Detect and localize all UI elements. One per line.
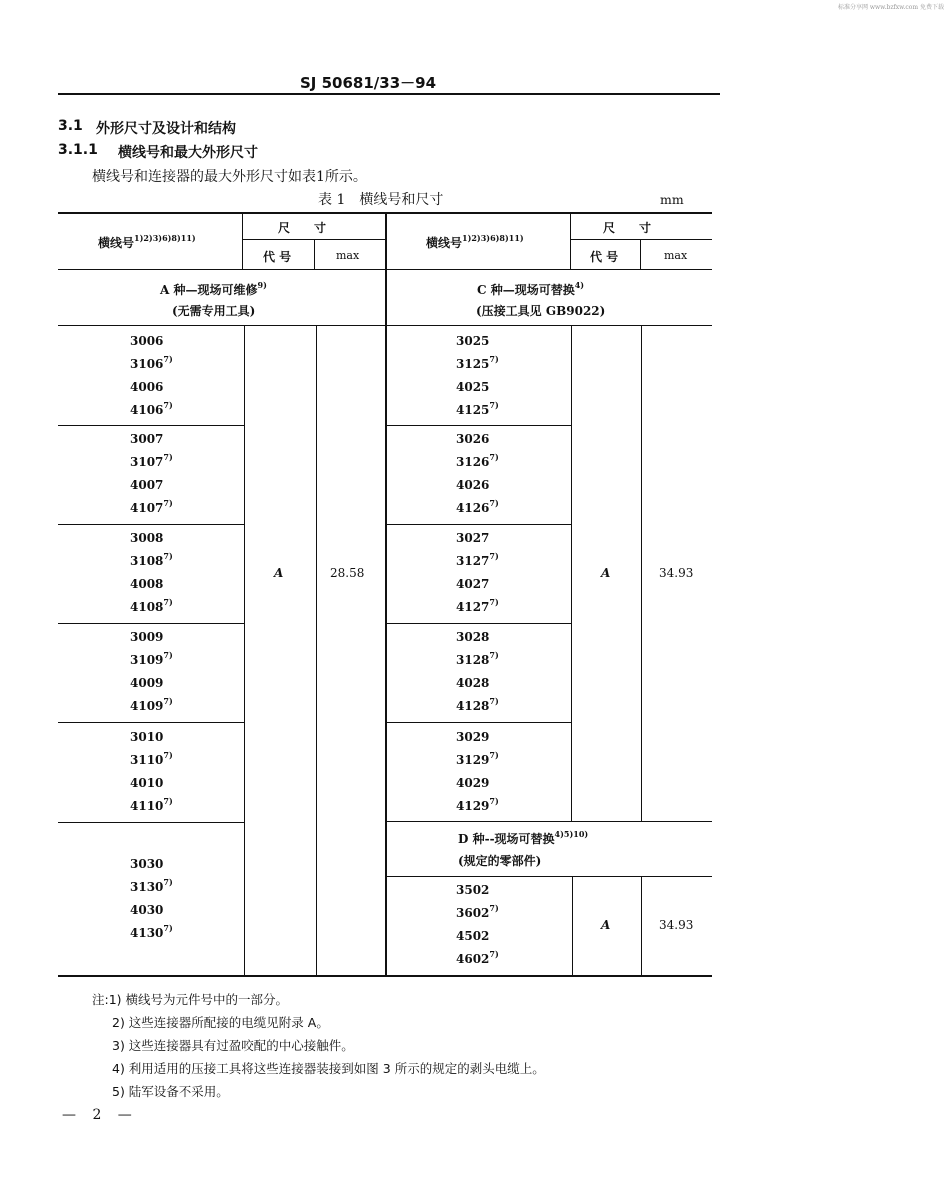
dash-number: 3502 <box>456 883 490 897</box>
intro-text: 横线号和连接器的最大外形尺寸如表1所示。 <box>92 169 367 185</box>
group-c-title: C 种—现场可替换$^{4)}$ <box>477 280 585 297</box>
dash-number: 3125$^{7)}$ <box>456 354 499 371</box>
group-a-title: A 种—现场可维修$^{9)}$ <box>160 280 267 297</box>
dash-number: 3006 <box>130 334 164 348</box>
dash-number: 3009 <box>130 630 164 644</box>
note-4: 4) 利用适用的压接工具将这些连接器装接到如图 3 所示的规定的剥头电缆上。 <box>112 1061 545 1076</box>
dash-number: 3127$^{7)}$ <box>456 551 499 568</box>
dash-number: 3028 <box>456 630 490 644</box>
dash-number: 4106$^{7)}$ <box>130 400 173 417</box>
section-3-1-1-number: 3.1.1 <box>58 142 98 158</box>
group-d-subtitle: (规定的零部件) <box>458 854 542 868</box>
dash-number: 3025 <box>456 334 490 348</box>
dash-number: 4107$^{7)}$ <box>130 498 173 515</box>
dash-number: 4502 <box>456 929 490 943</box>
section-3-1-number: 3.1 <box>58 118 83 134</box>
dash-number: 4128$^{7)}$ <box>456 696 499 713</box>
dash-number: 4025 <box>456 380 490 394</box>
section-3-1-title: 外形尺寸及设计和结构 <box>96 121 236 137</box>
document-number: SJ 50681/33－94 <box>300 74 437 92</box>
group-a-subtitle: (无需专用工具) <box>172 304 256 318</box>
header-rule <box>58 93 720 95</box>
header-dash-number-right: 横线号$^{1)2)3)6)8)11)}$ <box>426 233 524 250</box>
dash-number: 4126$^{7)}$ <box>456 498 499 515</box>
dash-number: 3027 <box>456 531 490 545</box>
left-max-value: 28.58 <box>330 566 365 580</box>
group-c-subtitle: (压接工具见 GB9022) <box>476 304 606 318</box>
section-3-1-1-title: 横线号和最大外形尺寸 <box>118 145 258 161</box>
left-code-value: A <box>274 566 284 580</box>
dash-number: 4029 <box>456 776 490 790</box>
dash-number: 4026 <box>456 478 490 492</box>
dash-number: 3007 <box>130 432 164 446</box>
header-max-right: max <box>664 249 688 262</box>
dash-number: 3029 <box>456 730 490 744</box>
dash-number: 3110$^{7)}$ <box>130 750 173 767</box>
header-code-right: 代 号 <box>590 250 619 264</box>
dash-number: 4030 <box>130 903 164 917</box>
header-max-left: max <box>336 249 360 262</box>
dash-number: 3602$^{7)}$ <box>456 903 499 920</box>
header-dimension-left: 尺 寸 <box>278 221 327 235</box>
dash-number: 3106$^{7)}$ <box>130 354 173 371</box>
dash-number: 3109$^{7)}$ <box>130 650 173 667</box>
dash-number: 3010 <box>130 730 164 744</box>
dash-number: 3008 <box>130 531 164 545</box>
dash-number: 4008 <box>130 577 164 591</box>
dash-number: 4129$^{7)}$ <box>456 796 499 813</box>
dash-number: 3030 <box>130 857 164 871</box>
right-code-value: A <box>601 566 611 580</box>
dash-number: 3107$^{7)}$ <box>130 452 173 469</box>
note-2: 2) 这些连接器所配接的电缆见附录 A。 <box>112 1015 329 1030</box>
note-1: 注:1) 横线号为元件号中的一部分。 <box>92 992 289 1007</box>
table-unit: mm <box>660 192 684 207</box>
watermark: 标准分享网 www.bzfxw.com 免费下载 <box>837 4 944 11</box>
group-d-title: D 种--现场可替换$^{4)5)10)}$ <box>458 829 589 846</box>
dash-number: 4130$^{7)}$ <box>130 923 173 940</box>
dash-number: 3126$^{7)}$ <box>456 452 499 469</box>
dash-number: 4110$^{7)}$ <box>130 796 173 813</box>
d-code-value: A <box>601 918 611 932</box>
right-max-value: 34.93 <box>659 566 694 580</box>
dash-number: 4007 <box>130 478 164 492</box>
dash-number: 3026 <box>456 432 490 446</box>
dash-number: 3130$^{7)}$ <box>130 877 173 894</box>
table-caption: 表 1 横线号和尺寸 <box>318 192 444 208</box>
dash-number: 3128$^{7)}$ <box>456 650 499 667</box>
dash-number: 4028 <box>456 676 490 690</box>
d-max-value: 34.93 <box>659 918 694 932</box>
header-dimension-right: 尺 寸 <box>603 221 652 235</box>
header-code-left: 代 号 <box>263 250 292 264</box>
dash-number: 4010 <box>130 776 164 790</box>
dash-number: 4027 <box>456 577 490 591</box>
dash-number: 4125$^{7)}$ <box>456 400 499 417</box>
dash-number: 4006 <box>130 380 164 394</box>
dash-number: 4009 <box>130 676 164 690</box>
dash-number: 3108$^{7)}$ <box>130 551 173 568</box>
page-number: — 2 — <box>62 1107 138 1123</box>
dash-number: 4602$^{7)}$ <box>456 949 499 966</box>
note-5: 5) 陆军设备不采用。 <box>112 1084 229 1099</box>
dash-number: 4127$^{7)}$ <box>456 597 499 614</box>
note-3: 3) 这些连接器具有过盈咬配的中心接触件。 <box>112 1038 354 1053</box>
header-dash-number-left: 横线号$^{1)2)3)6)8)11)}$ <box>98 233 196 250</box>
dash-number: 3129$^{7)}$ <box>456 750 499 767</box>
dash-number: 4108$^{7)}$ <box>130 597 173 614</box>
dash-number: 4109$^{7)}$ <box>130 696 173 713</box>
